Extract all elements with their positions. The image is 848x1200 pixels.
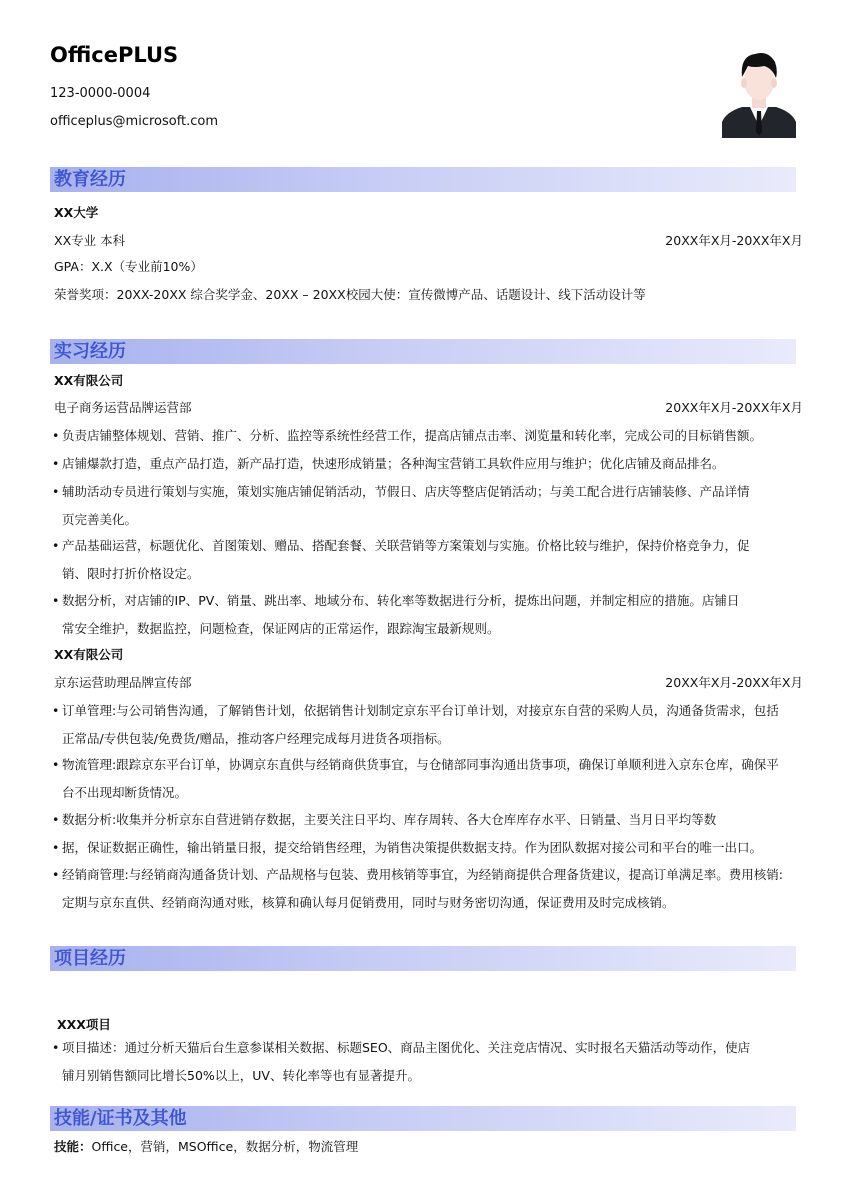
- job2-bullet-1: [52, 697, 804, 752]
- bullet-dot: •: [52, 1040, 60, 1055]
- avatar: [722, 44, 796, 138]
- skills-line: [54, 1139, 358, 1155]
- job2-bullet-4: [52, 834, 804, 862]
- section-header-skills: [50, 1106, 796, 1131]
- job2-bullet-3: [52, 806, 804, 834]
- bullet-dot: •: [52, 456, 60, 471]
- bullet-text: 数据分析，对店铺的IP、PV、销量、跳出率、地域分布、转化率等数据进行分析，提炼出问题，并制定相应的措施。店铺日: [62, 593, 740, 608]
- job2-bullet-2: [52, 751, 804, 806]
- bullet-text: 据，保证数据正确性，输出销量日报，提交给销售经理，为销售决策提供数据支持。作为团队数据对接公司和平台的唯一出口。: [62, 840, 763, 855]
- project-bullet-1: [52, 1034, 804, 1089]
- bullet-text: 经销商管理:与经销商沟通备货计划、产品规格与包装、费用核销等事宜，为经销商提供合理备货建议，提高订单满足率。费用核销:: [62, 867, 783, 882]
- phone-number: 123-0000-0004: [50, 86, 151, 101]
- bullet-text-continued: 定期与京东直供、经销商沟通对账，核算和确认每月促销费用，同时与财务密切沟通，保证费用及时完成核销。: [62, 894, 675, 910]
- job1-bullet-3: [52, 478, 804, 533]
- job2-date: 20XX年X月-20XX年X月: [665, 675, 803, 690]
- section-title-skills: 技能/证书及其他: [54, 1108, 187, 1129]
- section-title-internship: 实习经历: [54, 341, 126, 362]
- bullet-dot: •: [52, 867, 60, 882]
- honors: 荣誉奖项：20XX-20XX 综合奖学金、20XX – 20XX校园大使：宣传微博产品、话题设计、线下活动设计等: [54, 287, 646, 302]
- job1-bullet-1: [52, 422, 804, 450]
- job1-bullet-2: [52, 450, 804, 478]
- bullet-dot: •: [52, 538, 60, 553]
- bullet-text: 店铺爆款打造，重点产品打造，新产品打造，快速形成销量；各种淘宝营销工具软件应用与维护；优化店铺及商品排名。: [62, 456, 725, 471]
- bullet-dot: •: [52, 812, 60, 827]
- job2-bullet-5: [52, 861, 804, 916]
- bullet-text-continued: 页完善美化。: [62, 511, 138, 527]
- skills-text: Office，营销，MSOffice，数据分析，物流管理: [91, 1139, 359, 1154]
- bullet-dot: •: [52, 757, 60, 772]
- section-header-education: [50, 167, 796, 192]
- job2-company: XX有限公司: [54, 647, 124, 662]
- job1-bullet-4: [52, 532, 804, 587]
- bullet-text: 负责店铺整体规划、营销、推广、分析、监控等系统性经营工作，提高店铺点击率、浏览量和转化率，完成公司的目标销售额。: [62, 428, 763, 443]
- section-title-education: 教育经历: [54, 169, 126, 190]
- job1-bullet-5: [52, 587, 804, 642]
- job1-department: 电子商务运营品牌运营部: [54, 400, 192, 415]
- bullet-text: 项目描述：通过分析天猫后台生意参谋相关数据、标题SEO、商品主图优化、关注竞店情况、实时报名天猫活动等动作，使店: [62, 1040, 751, 1055]
- bullet-dot: •: [52, 484, 60, 499]
- bullet-dot: •: [52, 840, 60, 855]
- gpa: GPA：X.X（专业前10%）: [54, 259, 203, 274]
- candidate-name: OfficePLUS: [50, 43, 179, 67]
- education-date: 20XX年X月-20XX年X月: [665, 233, 803, 248]
- school-name: XX大学: [54, 205, 99, 220]
- bullet-text: 产品基础运营，标题优化、首图策划、赠品、搭配套餐、关联营销等方案策划与实施。价格比较与维护，保持价格竞争力，促: [62, 538, 750, 553]
- bullet-text: 订单管理:与公司销售沟通，了解销售计划，依据销售计划制定京东平台订单计划，对接京东自营的采购人员，沟通备货需求，包括: [62, 703, 779, 718]
- project-name: XXX项目: [57, 1017, 111, 1032]
- bullet-text: 物流管理:跟踪京东平台订单，协调京东直供与经销商供货事宜，与仓储部同事沟通出货事项，确保订单顺利进入京东仓库，确保平: [62, 757, 779, 772]
- bullet-dot: •: [52, 593, 60, 608]
- bullet-text-continued: 销、限时打折价格设定。: [62, 565, 200, 581]
- bullet-dot: •: [52, 703, 60, 718]
- bullet-text-continued: 常安全维护，数据监控，问题检查，保证网店的正常运作，跟踪淘宝最新规则。: [62, 620, 500, 636]
- bullet-text-continued: 台不出现却断货情况。: [62, 784, 188, 800]
- bullet-text-continued: 正常品/专供包装/免费货/赠品，推动客户经理完成每月进货各项指标。: [62, 730, 450, 746]
- job1-company: XX有限公司: [54, 373, 124, 388]
- section-header-internship: [50, 339, 796, 364]
- major-degree: XX专业 本科: [54, 233, 126, 248]
- skills-label: 技能：: [54, 1139, 92, 1154]
- job2-department: 京东运营助理品牌宣传部: [54, 675, 192, 690]
- bullet-text: 数据分析:收集并分析京东自营进销存数据，主要关注日平均、库存周转、各大仓库库存水平、日销量、当月日平均等数: [62, 812, 717, 827]
- section-header-project: [50, 946, 796, 971]
- email-address: officeplus@microsoft.com: [50, 114, 219, 129]
- job1-date: 20XX年X月-20XX年X月: [665, 400, 803, 415]
- bullet-text: 辅助活动专员进行策划与实施，策划实施店铺促销活动，节假日、店庆等整店促销活动；与美工配合进行店铺装修、产品详情: [62, 484, 750, 499]
- bullet-text-continued: 铺月别销售额同比增长50%以上，UV、转化率等也有显著提升。: [62, 1067, 420, 1083]
- bullet-dot: •: [52, 428, 60, 443]
- section-title-project: 项目经历: [54, 948, 126, 969]
